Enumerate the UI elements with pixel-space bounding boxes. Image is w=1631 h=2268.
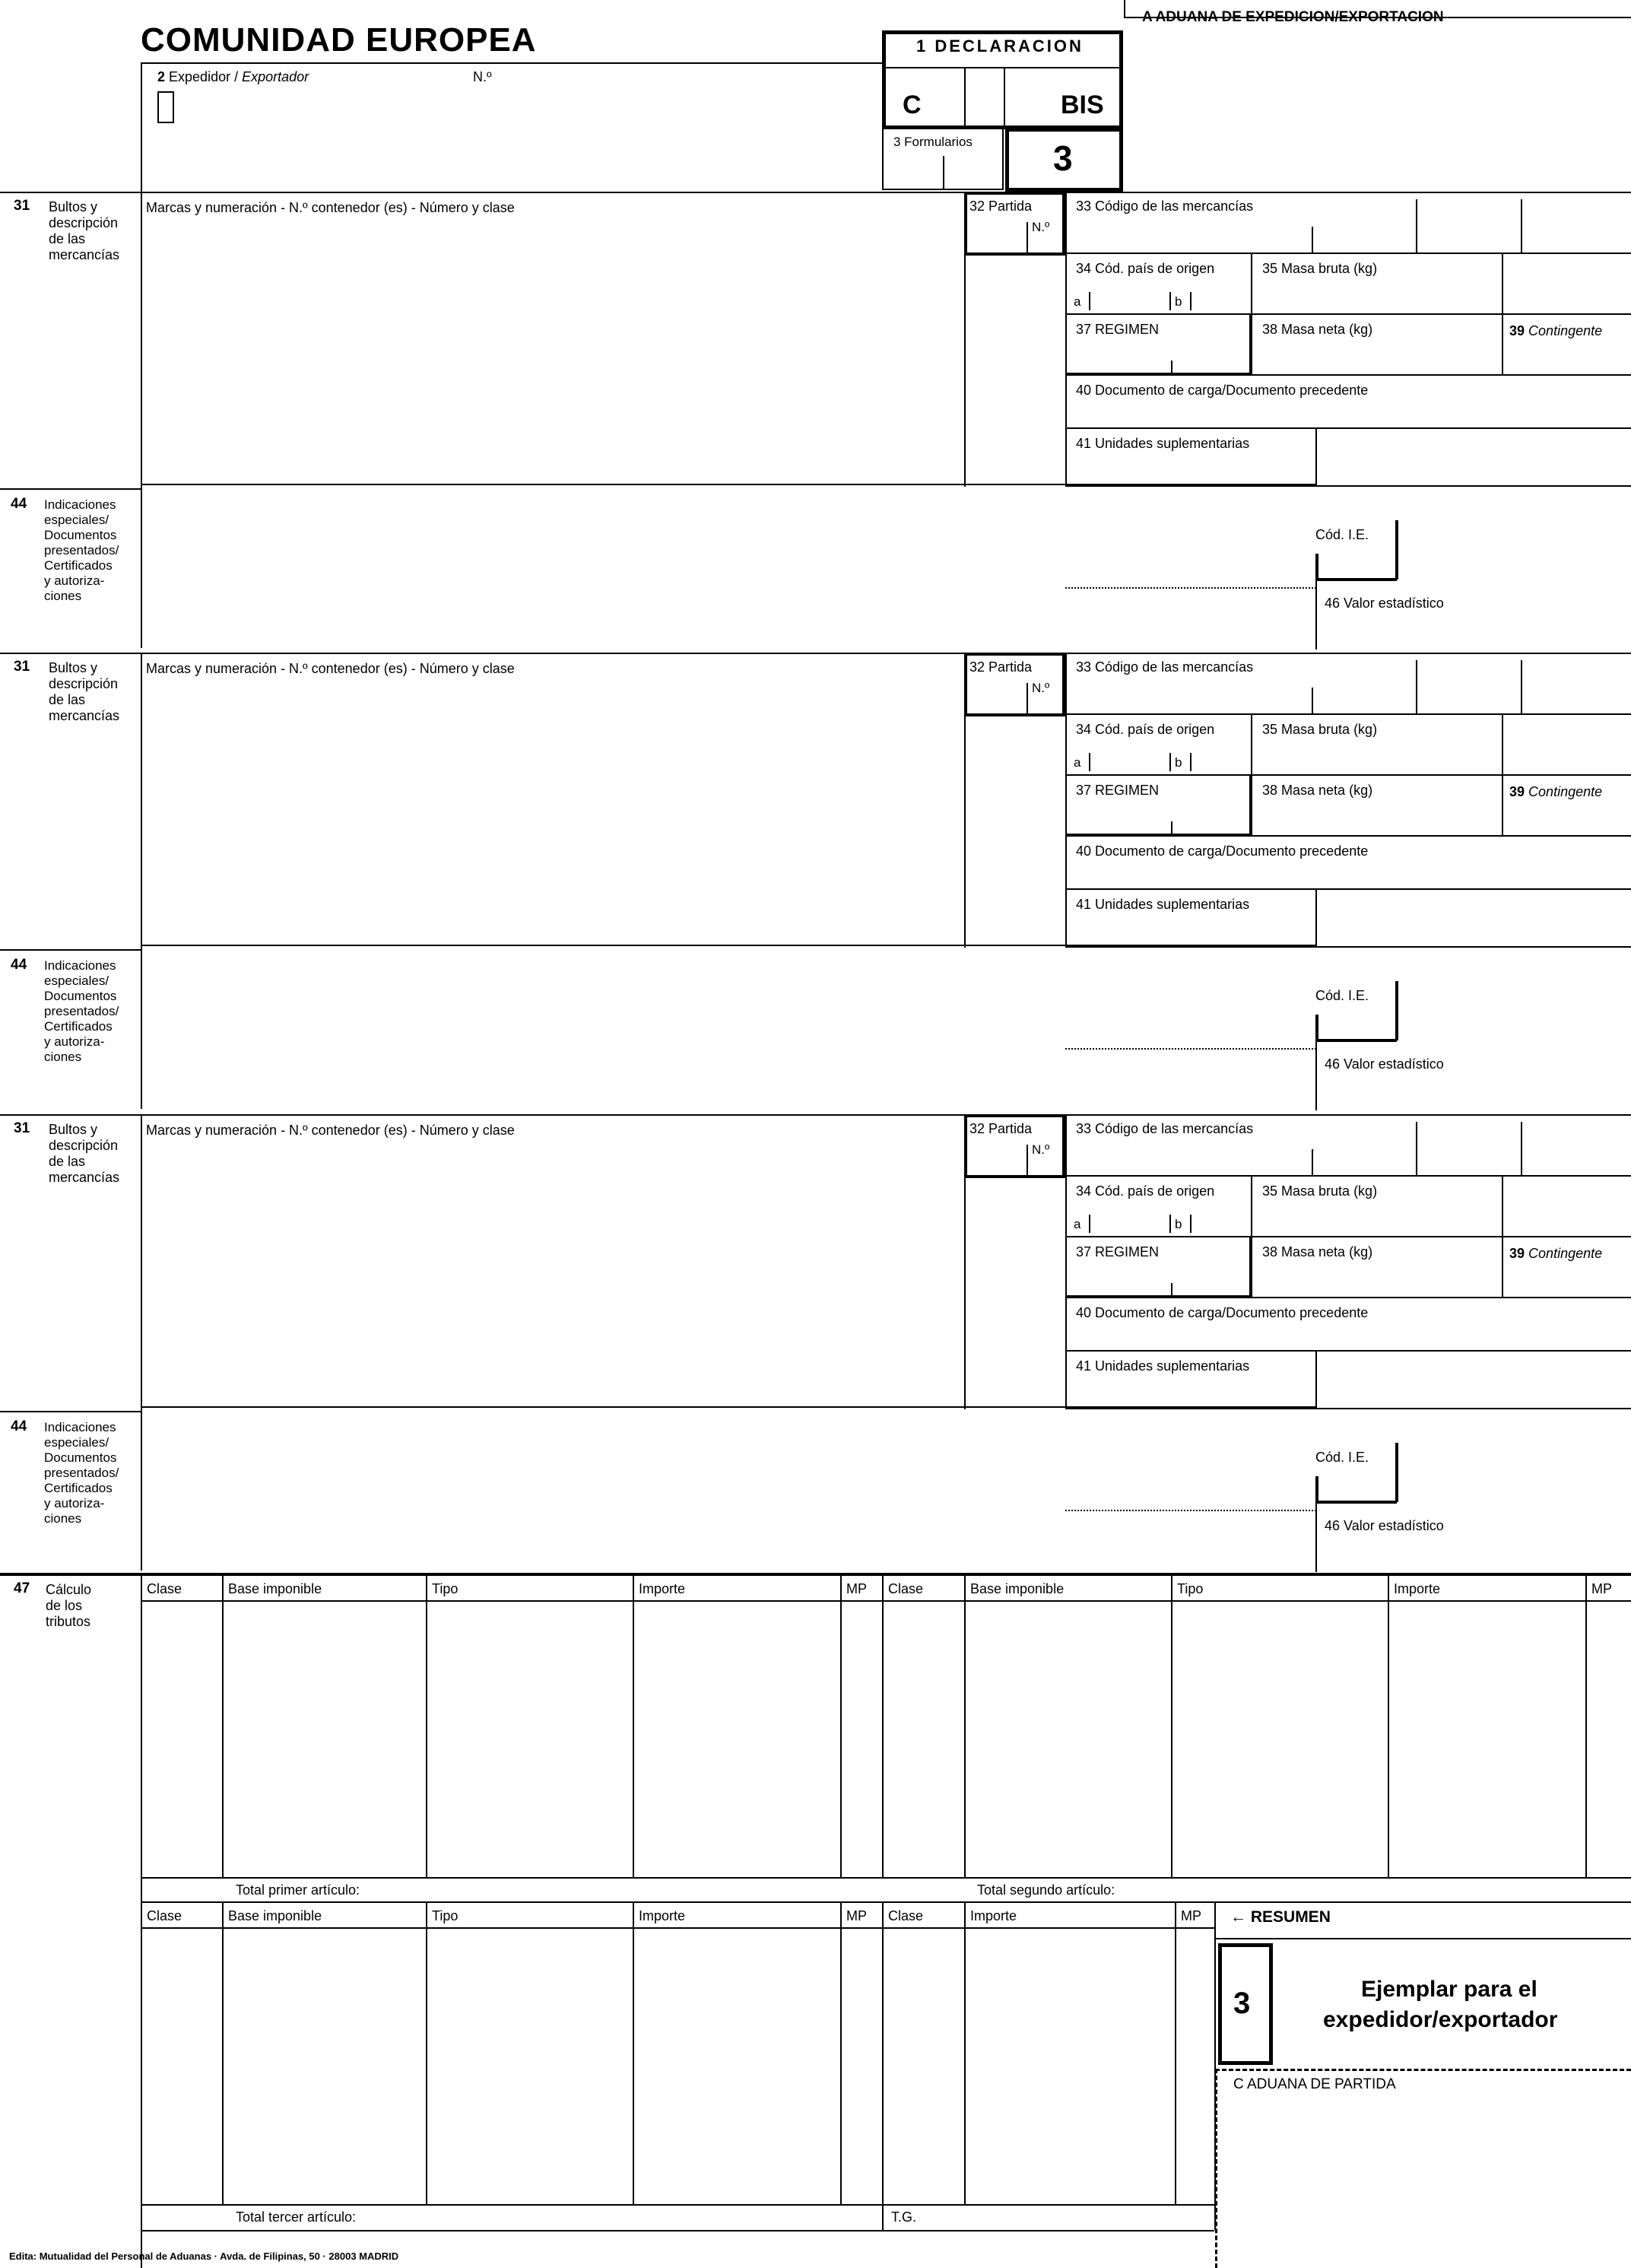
section-line (1251, 374, 1631, 376)
section-vline (1521, 199, 1522, 254)
section-line (0, 653, 1631, 654)
box31-label: Bultos y descripción de las mercancías (49, 660, 120, 723)
unidades-label: 41 Unidades suplementarias (1076, 436, 1250, 451)
valor-dotted (1065, 1510, 1316, 1511)
section-vline (1190, 753, 1192, 771)
section-vline (141, 1409, 142, 1571)
box31-number: 31 (14, 659, 30, 675)
section-line (1065, 313, 1631, 315)
tax-col-line (222, 1903, 224, 2204)
box47-label: Cálculo de los tributos (46, 1582, 92, 1629)
contingente-text: Contingente (1528, 323, 1603, 338)
section-vline (1502, 313, 1503, 374)
section-vline (1065, 653, 1067, 948)
section-line (1065, 713, 1631, 715)
section-vline (1169, 753, 1171, 771)
section-vline (141, 1114, 142, 1409)
section-vline (1502, 774, 1503, 835)
valor-dotted (1065, 587, 1316, 589)
tax-col-line (633, 1903, 634, 2204)
section-vline (1312, 1149, 1313, 1177)
pais-label: 34 Cód. país de origen (1076, 722, 1215, 737)
box3-label: 3 Formularios (893, 135, 973, 149)
tax-col-line (141, 1903, 142, 2204)
regimen-label: 37 REGIMEN (1076, 322, 1160, 337)
documento-label: 40 Documento de carga/Documento precedente (1076, 1305, 1369, 1320)
section-vline (1502, 1177, 1503, 1236)
regimen-right (1249, 1236, 1252, 1297)
section-vline (1416, 1122, 1417, 1177)
box31-number: 31 (14, 198, 30, 214)
tax-col-mp-3: MP (846, 1908, 867, 1923)
pais-b: b (1175, 1217, 1182, 1231)
codigo-label: 33 Código de las mercancías (1076, 659, 1254, 675)
cod-ie-right (1395, 981, 1398, 1040)
section-vline (141, 192, 142, 487)
section-vline (1416, 199, 1417, 254)
section-line (1065, 1236, 1631, 1237)
tax-col-mp: MP (846, 1581, 867, 1596)
section-vline (1190, 1215, 1192, 1233)
section-vline (141, 948, 142, 1109)
box2-expedidor: Expedidor / (169, 69, 243, 84)
tax-col-mp-4: MP (1181, 1908, 1201, 1923)
section-line (1065, 1175, 1631, 1177)
resumen-line (1215, 1938, 1631, 1939)
pais-a: a (1074, 755, 1081, 770)
section-vline (141, 653, 142, 948)
contingente-label (1509, 1245, 1602, 1262)
section-vline (1416, 660, 1417, 715)
tax-col-importe: Importe (639, 1581, 686, 1596)
pais-a: a (1074, 1217, 1081, 1231)
tax-col-tipo: Tipo (432, 1581, 459, 1596)
resumen-label (1230, 1909, 1331, 1926)
section-vline (1502, 254, 1503, 313)
cod-ie-bottom (1315, 1039, 1397, 1042)
cod-ie-left (1315, 554, 1318, 580)
tax-header-line (141, 1927, 1214, 1929)
total-segundo: Total segundo artículo: (977, 1882, 1115, 1898)
section-vline (1169, 292, 1171, 310)
tax-col-line (222, 1576, 224, 1877)
section-line (1065, 774, 1631, 776)
cod-ie-bottom (1315, 1501, 1397, 1504)
box47-number: 47 (14, 1580, 30, 1596)
contingente-label (1509, 322, 1602, 339)
tax-col-importe-3: Importe (639, 1908, 686, 1923)
arrow-left-icon: ← (1230, 1908, 1246, 1926)
total-tercer: Total tercer artículo: (236, 2209, 357, 2225)
section-vline (141, 487, 142, 648)
valor-label: 46 Valor estadístico (1325, 1518, 1444, 1533)
masa-bruta-label: 35 Masa bruta (kg) (1262, 261, 1378, 276)
box1-split-2 (1004, 67, 1005, 126)
partida-no: N.º (1032, 1142, 1050, 1157)
masa-neta-label: 38 Masa neta (kg) (1262, 322, 1373, 337)
box44-label: Indicaciones especiales/ Documentos presentados/ Certificados y autoriza- ciones (44, 497, 119, 603)
section-line (0, 1411, 141, 1412)
box2-left-line (141, 62, 142, 192)
pais-b: b (1175, 294, 1182, 309)
section-vline (1089, 292, 1090, 310)
tax-col-clase-3: Clase (147, 1908, 182, 1923)
box-a-border (1124, 0, 1125, 17)
ejemplar-number: 3 (1233, 1987, 1251, 2020)
cod-ie-label: Cód. I.E. (1315, 527, 1369, 542)
section-vline (1190, 292, 1192, 310)
section-line (1065, 427, 1631, 429)
cod-ie-bottom (1315, 578, 1397, 581)
documento-label: 40 Documento de carga/Documento precedente (1076, 843, 1369, 859)
box2-exportador: Exportador (242, 69, 309, 84)
tax-col-line (840, 1903, 842, 2204)
ejemplar-line1: Ejemplar para el (1361, 1977, 1537, 2002)
contingente-text: Contingente (1528, 784, 1603, 799)
tax-col-line (426, 1903, 427, 2204)
regimen-right (1249, 313, 1252, 374)
box2-label (157, 68, 309, 85)
regimen-label: 37 REGIMEN (1076, 1244, 1160, 1259)
contingente-number: 39 (1509, 784, 1525, 799)
codigo-label: 33 Código de las mercancías (1076, 1121, 1254, 1136)
box3-value: 3 (1053, 138, 1073, 178)
tax-col-line (964, 1903, 966, 2204)
tax-col-line (633, 1576, 634, 1877)
section-line (1251, 835, 1631, 837)
regimen-bottom (1065, 1295, 1251, 1298)
tax-lower-bottom-line (141, 2230, 1214, 2231)
box44-number: 44 (11, 1418, 27, 1434)
marcas-label: Marcas y numeración - N.º contenedor (es) - Número y clase (146, 200, 515, 215)
section-vline (1065, 1114, 1067, 1409)
section-vline (1312, 227, 1313, 254)
box1-label: 1 DECLARACION (916, 37, 1084, 56)
codigo-label: 33 Código de las mercancías (1076, 199, 1254, 214)
tax-col-line (882, 1576, 884, 1877)
box1-divider (886, 67, 1119, 68)
tax-col-line (1175, 1903, 1176, 2204)
tax-col-clase: Clase (147, 1581, 182, 1596)
box1-c: C (903, 91, 922, 119)
section-line (0, 1114, 1631, 1116)
box-a-label: A ADUANA DE EXPEDICION/EXPORTACION (1142, 9, 1444, 25)
box44-number: 44 (11, 496, 27, 512)
documento-label: 40 Documento de carga/Documento precedente (1076, 383, 1369, 398)
tax-col-importe-4: Importe (970, 1908, 1017, 1923)
tax-lower-tg-line (882, 2204, 884, 2230)
contingente-label (1509, 783, 1602, 800)
footer-imprint: Edita: Mutualidad del Personal de Aduanas · Avda. de Filipinas, 50 · 28003 MADRID (9, 2251, 399, 2262)
tax-col-mp-2: MP (1591, 1581, 1612, 1596)
section-line (1065, 253, 1631, 254)
box44-label: Indicaciones especiales/ Documentos presentados/ Certificados y autoriza- ciones (44, 958, 119, 1064)
partida-no: N.º (1032, 681, 1050, 695)
box2-number: 2 (157, 69, 166, 84)
section-line (0, 192, 1631, 193)
partida-label: 32 Partida (969, 1121, 1033, 1136)
tax-col-line (840, 1576, 842, 1877)
contingente-number: 39 (1509, 1246, 1525, 1261)
section-vline (1089, 1215, 1090, 1233)
tax-col-line (1171, 1576, 1172, 1877)
box31-label: Bultos y descripción de las mercancías (49, 199, 120, 262)
marcas-label: Marcas y numeración - N.º contenedor (es) - Número y clase (146, 1123, 515, 1138)
section-vline (1521, 660, 1522, 715)
box44-label: Indicaciones especiales/ Documentos presentados/ Certificados y autoriza- ciones (44, 1420, 119, 1526)
tax-col-base-3: Base imponible (228, 1908, 322, 1923)
contingente-number: 39 (1509, 323, 1525, 338)
unidades-label: 41 Unidades suplementarias (1076, 897, 1250, 912)
tax-col-importe-2: Importe (1394, 1581, 1441, 1596)
cod-ie-right (1395, 1443, 1398, 1502)
section-vline (1315, 581, 1317, 650)
section-line (1251, 1297, 1631, 1298)
section-line (0, 949, 141, 951)
tax-col-line (141, 1576, 142, 1877)
regimen-bottom (1065, 373, 1251, 376)
section-line (0, 488, 141, 490)
regimen-bottom (1065, 834, 1251, 837)
section-vline (1315, 1504, 1317, 1572)
resumen-text: RESUMEN (1250, 1908, 1331, 1926)
tax-col-tipo-3: Tipo (432, 1908, 459, 1923)
ejemplar-dash-line (1215, 2069, 1631, 2071)
masa-neta-label: 38 Masa neta (kg) (1262, 783, 1373, 798)
box3-tick (943, 156, 944, 190)
aduana-partida: C ADUANA DE PARTIDA (1233, 2076, 1396, 2092)
valor-label: 46 Valor estadístico (1325, 1056, 1444, 1072)
section-vline (1312, 688, 1313, 715)
pais-label: 34 Cód. país de origen (1076, 1183, 1215, 1199)
section-line (1065, 1350, 1631, 1352)
marcas-label: Marcas y numeración - N.º contenedor (es) - Número y clase (146, 661, 515, 676)
section-line (1065, 1408, 1631, 1409)
regimen-right (1249, 774, 1252, 835)
masa-neta-label: 38 Masa neta (kg) (1262, 1244, 1373, 1259)
section-vline (1089, 753, 1090, 771)
box2-top-line (141, 62, 884, 64)
section-vline (1315, 1350, 1317, 1408)
tax-lower-total-line (141, 2204, 1214, 2206)
cod-ie-right (1395, 520, 1398, 580)
section-line (1065, 946, 1631, 948)
tax-col-clase-2: Clase (888, 1581, 924, 1596)
tax-col-tipo-2: Tipo (1177, 1581, 1204, 1596)
page-title: COMUNIDAD EUROPEA (141, 21, 537, 59)
tax-header-line (141, 1600, 1631, 1602)
partida-no: N.º (1032, 220, 1050, 234)
masa-bruta-label: 35 Masa bruta (kg) (1262, 1183, 1378, 1199)
tax-col-line (1388, 1576, 1389, 1877)
box31-number: 31 (14, 1120, 30, 1136)
regimen-label: 37 REGIMEN (1076, 783, 1160, 798)
box31-label: Bultos y descripción de las mercancías (49, 1122, 120, 1185)
box2-no-label: N.º (473, 69, 492, 84)
cod-ie-left (1315, 1476, 1318, 1502)
partida-label: 32 Partida (969, 659, 1033, 675)
section-vline (1315, 1042, 1317, 1110)
pais-a: a (1074, 294, 1081, 309)
aduana-partida-dash (1215, 2069, 1217, 2268)
section-line (1065, 485, 1631, 487)
tax-col-base-2: Base imponible (970, 1581, 1065, 1596)
ejemplar-line2: expedidor/exportador (1323, 2007, 1558, 2032)
section-vline (1315, 888, 1317, 946)
section-vline (1065, 192, 1067, 487)
section-vline (1502, 715, 1503, 774)
box44-number: 44 (11, 957, 27, 973)
section-vline (1027, 1145, 1028, 1175)
tax-col-base: Base imponible (228, 1581, 322, 1596)
tax-col-line (1585, 1576, 1587, 1877)
tg-label: T.G. (891, 2209, 917, 2225)
box-a-bottom (1124, 17, 1631, 18)
tax-upper-total-line (141, 1877, 1631, 1879)
contingente-text: Contingente (1528, 1246, 1603, 1261)
section-vline (1521, 1122, 1522, 1177)
valor-label: 46 Valor estadístico (1325, 596, 1444, 611)
unidades-label: 41 Unidades suplementarias (1076, 1358, 1250, 1374)
cod-ie-label: Cód. I.E. (1315, 988, 1369, 1003)
total-primer: Total primer artículo: (236, 1882, 360, 1898)
tax-col-line (426, 1576, 427, 1877)
pais-b: b (1175, 755, 1182, 770)
section-vline (1169, 1215, 1171, 1233)
tax-upper-bottom-line (141, 1901, 1631, 1903)
box1-split-1 (964, 67, 966, 126)
tax-col-line (964, 1576, 966, 1877)
partida-label: 32 Partida (969, 199, 1033, 214)
box1-bis: BIS (1061, 91, 1104, 119)
section-vline (1027, 222, 1028, 253)
tributos-top-line (0, 1573, 1631, 1576)
section-vline (1315, 427, 1317, 485)
valor-dotted (1065, 1048, 1316, 1050)
cod-ie-label: Cód. I.E. (1315, 1450, 1369, 1465)
pais-label: 34 Cód. país de origen (1076, 261, 1215, 276)
section-vline (1502, 1236, 1503, 1297)
section-line (1065, 888, 1631, 890)
tax-col-clase-4: Clase (888, 1908, 924, 1923)
masa-bruta-label: 35 Masa bruta (kg) (1262, 722, 1378, 737)
section-vline (1027, 683, 1028, 713)
cod-ie-left (1315, 1015, 1318, 1040)
box2-checkbox[interactable] (157, 91, 174, 123)
tax-col-line (882, 1903, 884, 2204)
